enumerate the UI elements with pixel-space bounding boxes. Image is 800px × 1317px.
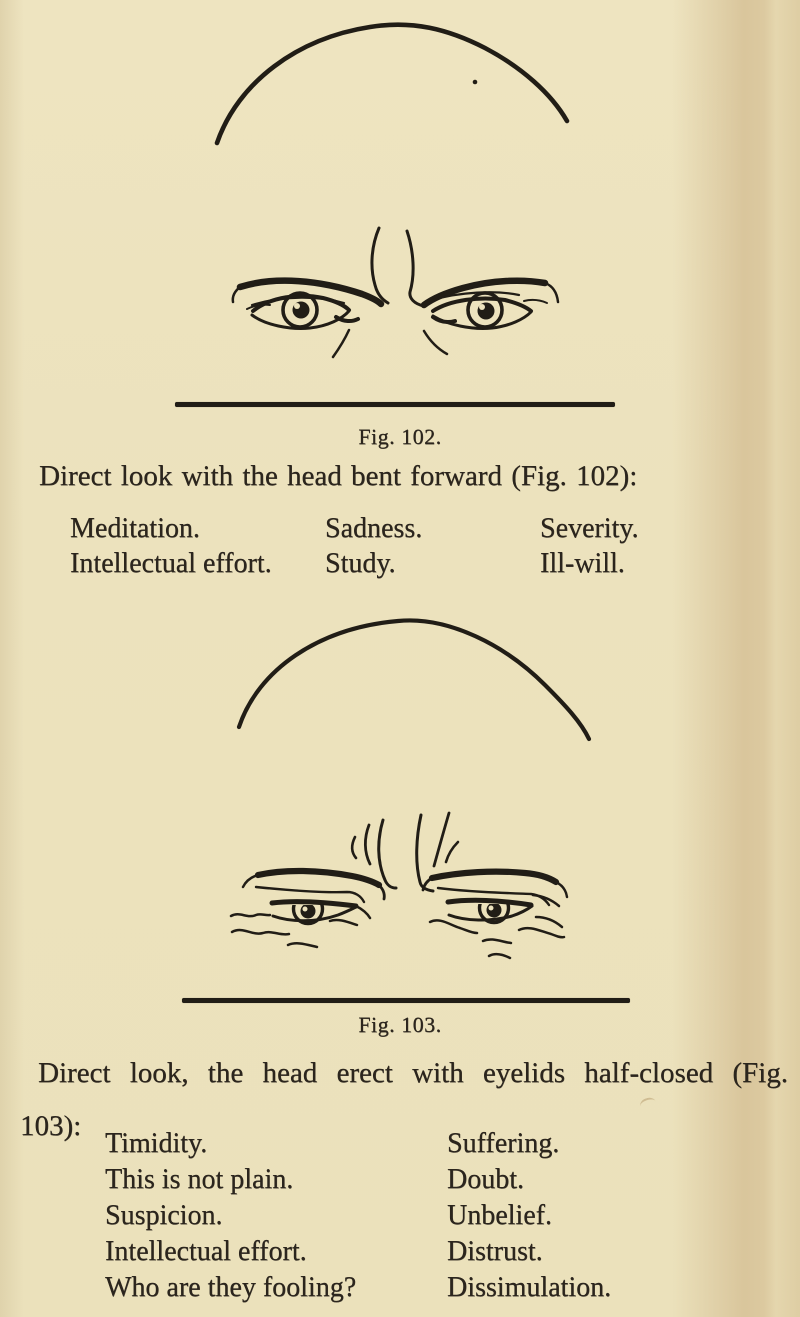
fig103-term-list-right bbox=[447, 1126, 611, 1306]
fig103-heading-line1: Direct look, the head erect with eyelids half-closed (Fig. bbox=[38, 1057, 788, 1089]
fig102-meanings-table bbox=[70, 511, 760, 581]
nose-bridge-lines-icon bbox=[372, 228, 424, 306]
table-row bbox=[70, 546, 760, 581]
fig102-rule bbox=[175, 402, 615, 407]
left-eye-icon bbox=[231, 871, 384, 947]
table-cell: Severity. bbox=[540, 513, 639, 544]
table-cell: Study. bbox=[325, 548, 396, 579]
table-row bbox=[70, 511, 760, 546]
right-eye-icon bbox=[424, 281, 558, 354]
list-item: Who are they fooling? bbox=[105, 1272, 357, 1303]
table-cell: Ill-will. bbox=[540, 548, 625, 579]
table-cell: Meditation. bbox=[70, 513, 200, 544]
fig102-heading: Direct look with the head bent forward (Fig. 102): bbox=[39, 460, 638, 492]
list-item: Distrust. bbox=[447, 1236, 543, 1267]
left-eye-icon bbox=[233, 281, 381, 357]
list-item: Dissimulation. bbox=[447, 1272, 612, 1303]
table-cell: Sadness. bbox=[325, 513, 423, 544]
skull-arc-icon bbox=[239, 620, 589, 739]
list-item: Suspicion. bbox=[105, 1200, 223, 1231]
fig103-heading-line2: 103): bbox=[20, 1110, 82, 1142]
paper-blemish-mark bbox=[639, 1096, 658, 1112]
list-item: This is not plain. bbox=[105, 1164, 294, 1195]
fig103-caption: Fig. 103. bbox=[358, 1012, 442, 1037]
fig102-caption: Fig. 102. bbox=[358, 424, 442, 449]
table-cell: Intellectual effort. bbox=[70, 548, 272, 579]
fig103-half-closed-eyes-drawing bbox=[0, 600, 800, 1000]
list-item: Intellectual effort. bbox=[105, 1236, 307, 1267]
fig103-term-list-left bbox=[105, 1126, 356, 1306]
list-item: Unbelief. bbox=[447, 1200, 552, 1231]
fig103-rule bbox=[182, 998, 630, 1003]
list-item: Suffering. bbox=[447, 1128, 560, 1159]
fig102-stern-eyes-drawing bbox=[0, 0, 800, 420]
skull-arc-icon bbox=[217, 25, 567, 143]
list-item: Timidity. bbox=[105, 1128, 208, 1159]
right-eye-icon bbox=[423, 872, 567, 958]
list-item: Doubt. bbox=[447, 1164, 524, 1195]
